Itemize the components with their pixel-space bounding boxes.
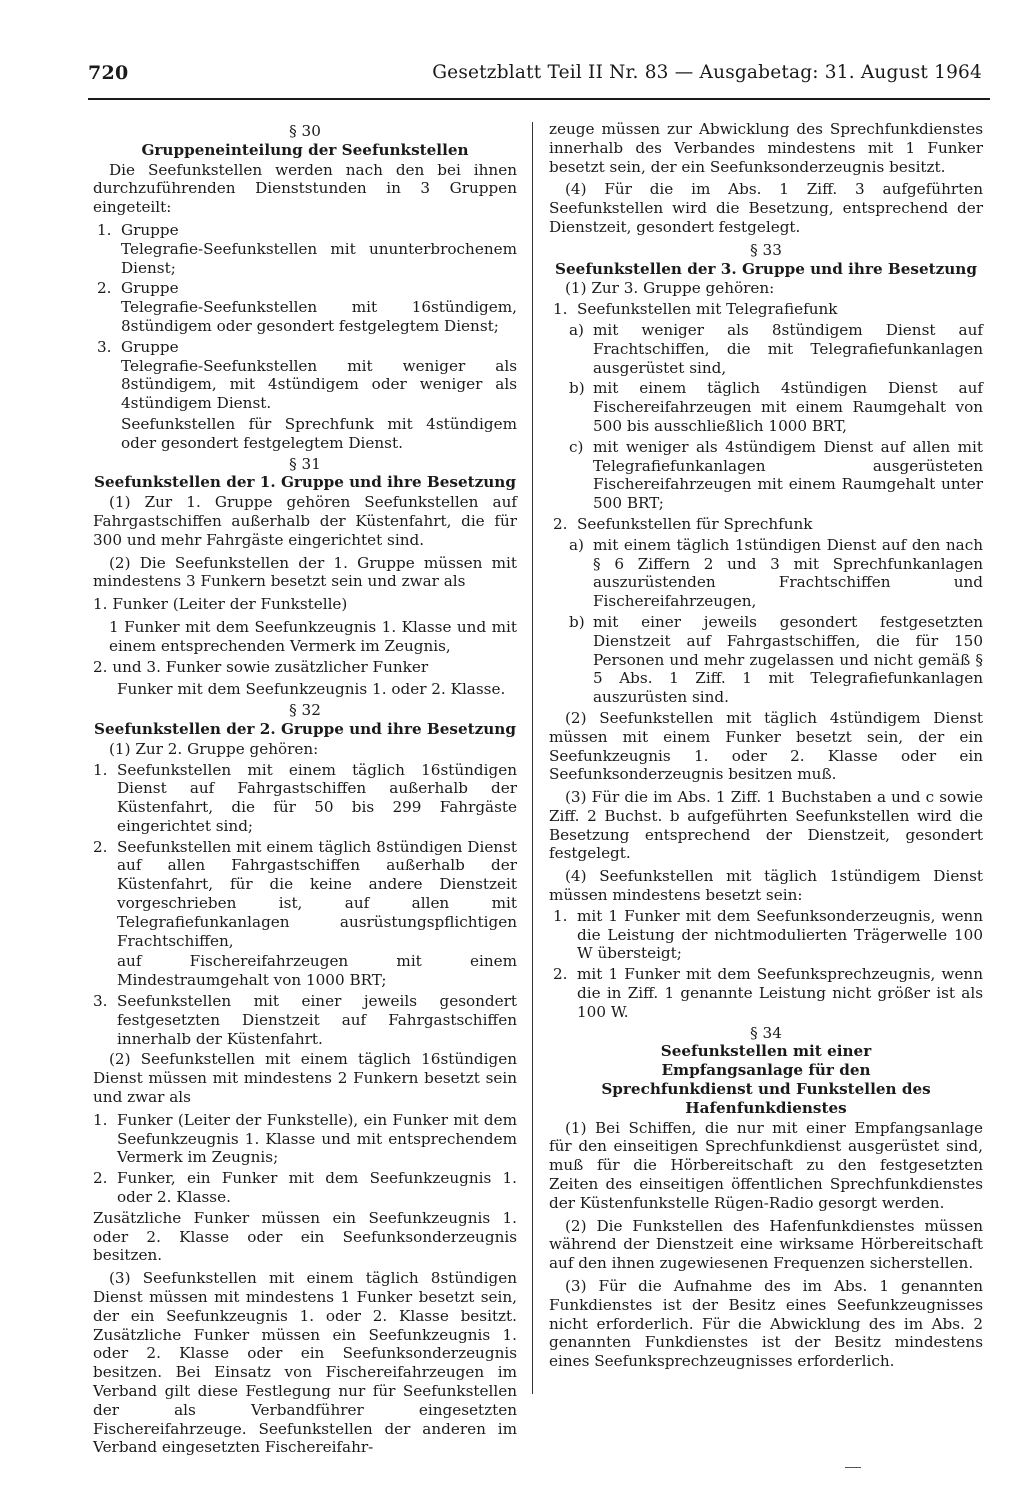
column-divider bbox=[532, 122, 533, 1394]
list-item: 2. Seefunkstellen mit einem täglich 8stündigen Dienst auf allen Fahrgastschiffen außerhalb der Küstenfahrt, für die keine andere Dienstzeit vorgeschrieben ist, auf allen mit Telegrafiefunkanlagen ausrüstungspflichtigen Frachtschiffen, bbox=[93, 837, 517, 950]
paragraph: (3) Für die im Abs. 1 Ziff. 1 Buchstaben a und c sowie Ziff. 2 Buchst. b aufgeführten Seefunkstellen wird die Besetzung entsprechend der Dienstzeit, gesondert festgelegt. bbox=[549, 788, 983, 863]
paragraph: (4) Für die im Abs. 1 Ziff. 3 aufgeführten Seefunkstellen wird die Besetzung, entsprechend der Dienstzeit, gesondert festgelegt. bbox=[549, 180, 983, 236]
list-item: a) mit weniger als 8stündigem Dienst auf Frachtschiffen, die mit Telegrafiefunkanlagen ausgerüstet sind, bbox=[569, 320, 983, 377]
left-column bbox=[93, 120, 517, 1461]
section-number-32: § 32 bbox=[289, 701, 321, 720]
paragraph: (1) Zur 2. Gruppe gehören: bbox=[109, 739, 319, 758]
section-number-33: § 33 bbox=[750, 240, 782, 259]
list-item: c) mit weniger als 4stündigem Dienst auf allen mit Telegrafiefunkanlagen ausgerüsteten Fischereifahrzeugen mit einem Raumgehalt unter 500 BRT; bbox=[569, 437, 983, 513]
group-heading: Gruppe bbox=[121, 220, 179, 239]
paragraph: (3) Für die Aufnahme des im Abs. 1 genannten Funkdienstes ist der Besitz eines Seefunkzeugnisses nicht erforderlich. Für die Abwicklung des im Abs. 2 genannten Funkdienstes ist der Besitz mindestens eines Seefunksprechzeugnisses erforderlich. bbox=[549, 1277, 983, 1371]
list-item: 2. Seefunkstellen für Sprechfunk bbox=[553, 514, 813, 533]
section-number-30: § 30 bbox=[289, 122, 321, 140]
paragraph: (2) Die Funkstellen des Hafenfunkdienstes müssen während der Dienstzeit eine wirksame Hörbereitschaft auf den ihnen zugewiesenen Frequenzen sicherstellen. bbox=[549, 1216, 983, 1273]
list-item: 1. Seefunkstellen mit einem täglich 16stündigen Dienst auf Fahrgastschiffen außerhalb der Küstenfahrt, die für 50 bis 299 Fahrgäste eingerichtet sind; bbox=[93, 760, 517, 835]
list-item: 1. Gruppe Telegrafie-Seefunkstellen mit ununterbrochenem Dienst; bbox=[97, 220, 517, 277]
list-item: 2. mit 1 Funker mit dem Seefunksprechzeugnis, wenn die in Ziff. 1 genannte Leistung nicht größer ist als 100 W. bbox=[553, 965, 983, 1021]
print-mark bbox=[845, 1467, 861, 1468]
paragraph: (1) Bei Schiffen, die nur mit einer Empfangsanlage für den einseitigen Sprechfunkdienst ausgerüstet sind, muß für die Hörbereitschaft zu den festgesetzten Zeiten des einseitigen öffentlichen Sprechfunkdienstes der Küstenfunkstelle Rügen-Radio gesorgt werden. bbox=[549, 1118, 983, 1212]
paragraph: (4) Seefunkstellen mit täglich 1stündigem Dienst müssen mindestens besetzt sein: bbox=[549, 867, 983, 905]
paragraph: (2) Seefunkstellen mit einem täglich 16stündigen Dienst müssen mit mindestens 2 Funkern besetzt sein und zwar als bbox=[93, 1050, 517, 1107]
group-heading: Gruppe bbox=[121, 337, 179, 356]
list-item: 1. mit 1 Funker mit dem Seefunksonderzeugnis, wenn die Leistung der nichtmodulierten Trägerwelle 100 W übersteigt; bbox=[553, 906, 983, 963]
group-text: Telegrafie-Seefunkstellen mit ununterbrochenem Dienst; bbox=[121, 239, 517, 277]
list-item: 2. Funker, ein Funker mit dem Seefunkzeugnis 1. oder 2. Klasse. bbox=[93, 1169, 517, 1207]
section-number-31: § 31 bbox=[289, 454, 321, 473]
group-text: Telegrafie-Seefunkstellen mit 16stündigem, 8stündigem oder gesondert festgelegtem Dienst; bbox=[121, 298, 517, 335]
list-item: 1. Funker (Leiter der Funkstelle), ein Funker mit dem Seefunkzeugnis 1. Klasse und mit entsprechendem Vermerk im Zeugnis; bbox=[93, 1110, 517, 1167]
section-title-31: Seefunkstellen der 1. Gruppe und ihre Besetzung bbox=[94, 473, 516, 492]
list-item: b) mit einer jeweils gesondert festgesetzten Dienstzeit auf Fahrgastschiffen, die für 150 Personen und mehr zugelassen und nicht gemäß § 5 Abs. 1 Ziff. 1 mit Telegrafiefunkanlagen auszurüsten sind. bbox=[569, 612, 983, 707]
list-text: 1 Funker mit dem Seefunkzeugnis 1. Klasse und mit einem entsprechenden Vermerk im Zeugnis, bbox=[109, 617, 517, 655]
group-text: Seefunkstellen für Sprechfunk mit 4stündigem oder gesondert festgelegtem Dienst. bbox=[121, 414, 517, 452]
section-title-32: Seefunkstellen der 2. Gruppe und ihre Besetzung bbox=[94, 719, 516, 738]
section-title-33: Seefunkstellen der 3. Gruppe und ihre Besetzung bbox=[555, 259, 977, 278]
paragraph: (1) Zur 3. Gruppe gehören: bbox=[565, 279, 775, 298]
list-item: b) mit einem täglich 4stündigen Dienst auf Fischereifahrzeugen mit einem Raumgehalt von 500 bis ausschließlich 1000 BRT, bbox=[569, 379, 983, 435]
paragraph: (2) Die Seefunkstellen der 1. Gruppe müssen mit mindestens 3 Funkern besetzt sein und zwar als bbox=[93, 553, 517, 591]
running-title: Gesetzblatt Teil II Nr. 83 — Ausgabetag: 31. August 1964 bbox=[432, 62, 982, 83]
section-number-34: § 34 bbox=[750, 1023, 782, 1042]
paragraph: zeuge müssen zur Abwicklung des Sprechfunkdienstes innerhalb des Verbandes mindestens mit 1 Funker besetzt sein, der ein Seefunksonderzeugnis besitzt. bbox=[549, 120, 983, 176]
section-title-34: Seefunkstellen mit einer Empfangsanlage für den Sprechfunkdienst und Funkstellen des Hafenfunkdienstes bbox=[601, 1042, 931, 1117]
list-item: a) mit einem täglich 1stündigen Dienst auf den nach § 6 Ziffern 2 und 3 mit Sprechfunkanlagen auszurüstenden Frachtschiffen und Fischereifahrzeugen, bbox=[569, 535, 983, 611]
paragraph: (2) Seefunkstellen mit täglich 4stündigem Dienst müssen mit einem Funker besetzt sein, der ein Seefunkzeugnis 1. oder 2. Klasse oder ein Seefunksonderzeugnis besitzen muß. bbox=[549, 708, 983, 784]
list-item: 3. Gruppe Telegrafie-Seefunkstellen mit weniger als 8stündigem, mit 4stündigem oder weniger als 4stündigem Dienst. bbox=[97, 337, 517, 413]
paragraph: Zusätzliche Funker müssen ein Seefunkzeugnis 1. oder 2. Klasse oder ein Seefunksonderzeugnis besitzen. bbox=[93, 1208, 517, 1265]
section-title-30: Gruppeneinteilung der Seefunkstellen bbox=[141, 140, 469, 159]
paragraph: Die Seefunkstellen werden nach den bei ihnen durchzuführenden Dienststunden in 3 Gruppen eingeteilt: bbox=[93, 160, 517, 217]
right-column bbox=[549, 120, 983, 1375]
group-heading: Gruppe bbox=[121, 279, 179, 298]
group-text: Telegrafie-Seefunkstellen mit weniger als 8stündigem, mit 4stündigem oder weniger als 4stündigem Dienst. bbox=[121, 356, 517, 413]
header-rule bbox=[88, 98, 990, 100]
paragraph: (3) Seefunkstellen mit einem täglich 8stündigen Dienst müssen mit mindestens 1 Funker besetzt sein, der ein Seefunkzeugnis 1. oder 2. Klasse besitzt. Zusätzliche Funker müssen ein Seefunkzeugnis 1. oder 2. Klasse oder ein Seefunksonderzeugnis besitzen. Bei Einsatz von Fischereifahrzeugen im Verband gilt diese Festlegung nur für Seefunkstellen der als Verbandführer eingesetzten Fischereifahrzeuge. Seefunkstellen der anderen im Verband eingesetzten Fischereifahr- bbox=[93, 1269, 517, 1457]
list-item: 1. Seefunkstellen mit Telegrafiefunk bbox=[553, 300, 838, 319]
list-heading: 1. Funker (Leiter der Funkstelle) bbox=[93, 595, 348, 614]
list-item: 2. Gruppe Telegrafie-Seefunkstellen mit 16stündigem, 8stündigem oder gesondert festgelegtem Dienst; bbox=[97, 279, 517, 335]
page-header bbox=[88, 62, 990, 102]
paragraph: (1) Zur 1. Gruppe gehören Seefunkstellen auf Fahrgastschiffen außerhalb der Küstenfahrt, die für 300 und mehr Fahrgäste eingerichtet sind. bbox=[93, 493, 517, 549]
page-number: 720 bbox=[88, 62, 129, 84]
list-item: 3. Seefunkstellen mit einer jeweils gesondert festgesetzten Dienstzeit auf Fahrgastschiffen innerhalb der Küstenfahrt. bbox=[93, 992, 517, 1048]
list-text: auf Fischereifahrzeugen mit einem Mindestraumgehalt von 1000 BRT; bbox=[117, 952, 517, 990]
list-heading: 2. und 3. Funker sowie zusätzlicher Funker bbox=[93, 657, 429, 676]
list-text: Funker mit dem Seefunkzeugnis 1. oder 2. Klasse. bbox=[117, 680, 506, 699]
